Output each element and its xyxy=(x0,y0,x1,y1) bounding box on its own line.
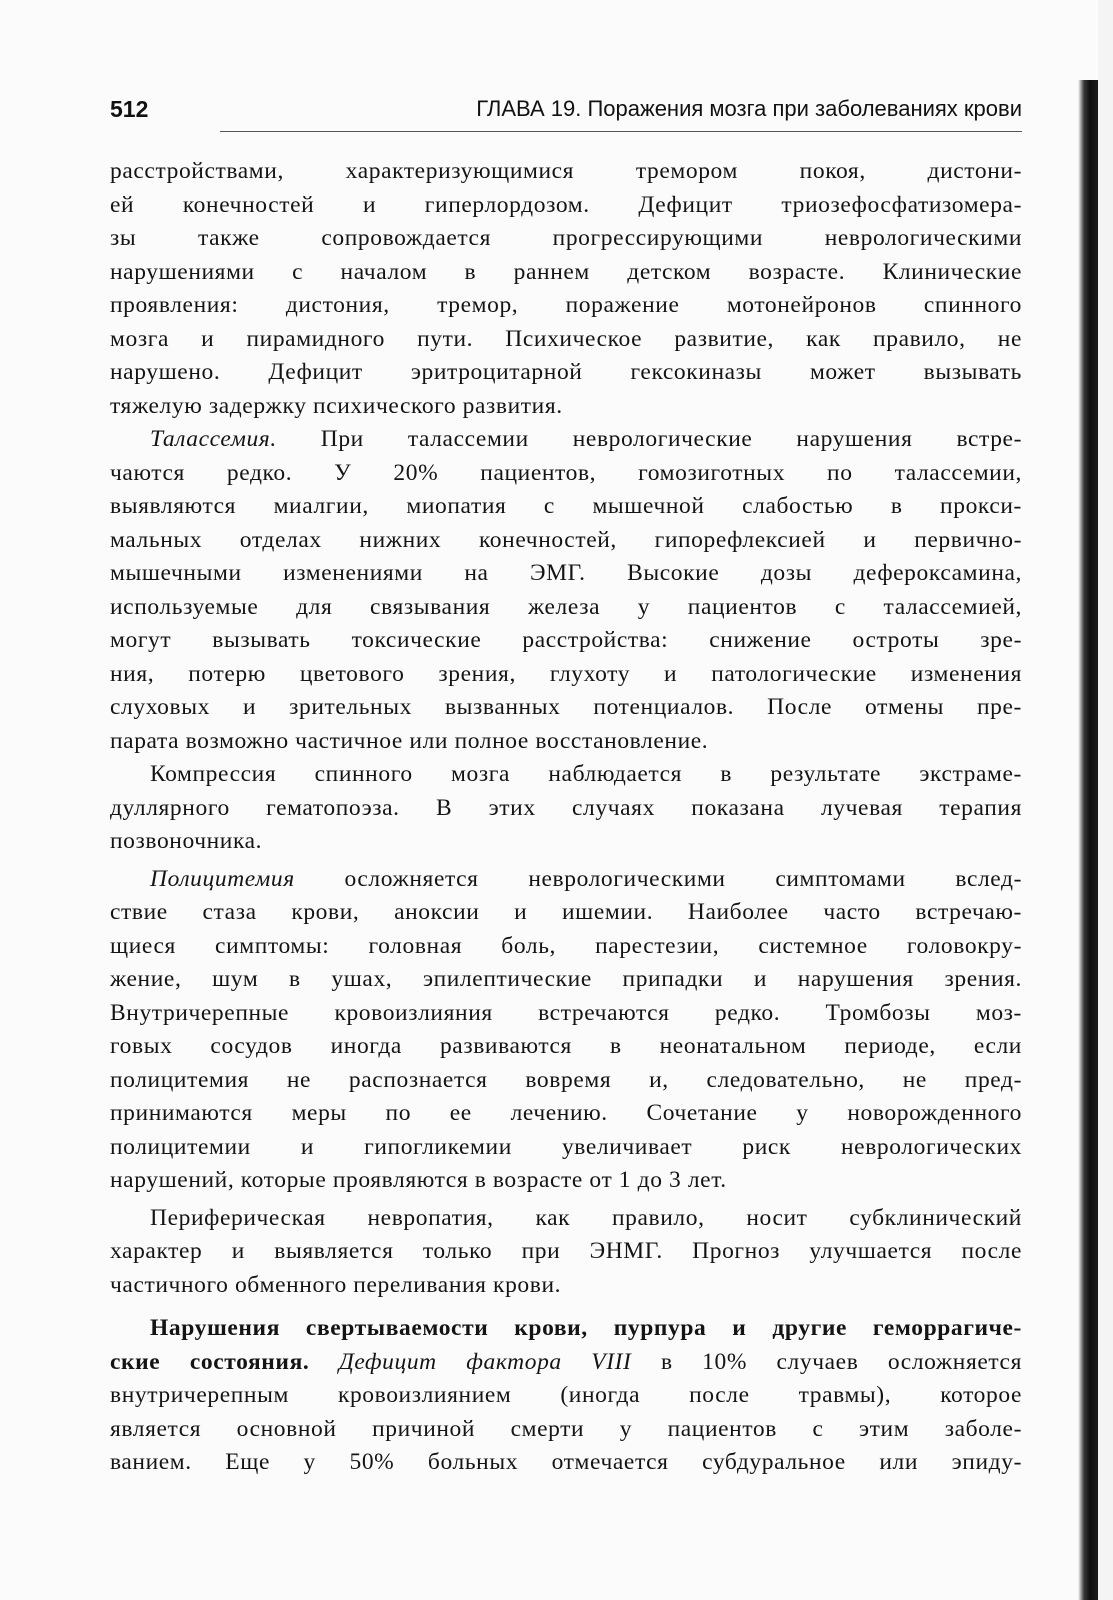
italic-term: Полицитемия xyxy=(150,865,295,892)
text-line: ванием. Еще у 50% больных отмечается субдуральное или эпиду- xyxy=(110,1449,1022,1475)
text-run: в 10% случаев осложняется xyxy=(631,1348,1022,1375)
text-line: щиеся симптомы: головная боль, парестезии, системное головокру- xyxy=(110,932,1022,959)
text-line xyxy=(110,1346,1022,1380)
text-line: частичного обменного переливания крови. xyxy=(110,1271,562,1298)
paragraph-start-line xyxy=(110,423,1022,457)
italic-term: Талассемия. xyxy=(150,426,277,452)
text-line: жение, шум в ушах, эпилептические припадки и нарушения зрения. xyxy=(110,966,1022,992)
page-edge xyxy=(1098,0,1113,1600)
text-line: могут вызывать токсические расстройства: снижение остроты зре- xyxy=(110,627,1022,653)
text-line: внутричерепным кровоизлиянием (иногда после травмы), которое xyxy=(110,1382,1022,1408)
text-line: выявляются миалгии, миопатия с мышечной слабостью в прокси- xyxy=(110,493,1022,519)
header-rule xyxy=(220,131,1022,132)
text-line: чаются редко. У 20% пациентов, гомозиготных по талассемии, xyxy=(110,459,1022,486)
paragraph-start-line: Периферическая невропатия, как правило, носит субклинический xyxy=(150,1204,1022,1231)
text-line: зы также сопровождается прогрессирующими неврологическими xyxy=(110,225,1022,251)
text-line: проявления: дистония, тремор, поражение мотонейронов спинного xyxy=(110,292,1022,318)
text-line: говых сосудов иногда развиваются в неонатальном периоде, если xyxy=(110,1033,1022,1059)
text-line: дуллярного гематопоэза. В этих случаях показана лучевая терапия xyxy=(110,794,1022,821)
text-line: тяжелую задержку психического развития. xyxy=(110,392,563,419)
page-number: 512 xyxy=(110,96,149,122)
text-line: слуховых и зрительных вызванных потенциалов. После отмены пре- xyxy=(110,694,1022,720)
text-line: используемые для связывания железа у пациентов с талассемией, xyxy=(110,593,1022,620)
text-line: Внутричерепные кровоизлияния встречаются редко. Тромбозы моз- xyxy=(110,999,1022,1026)
italic-term: Дефицит фактора VIII xyxy=(309,1348,632,1375)
bold-heading: Нарушения свертываемости крови, пурпура и другие геморрагиче- xyxy=(150,1315,1022,1341)
text-line: мозга и пирамидного пути. Психическое развитие, как правило, не xyxy=(110,325,1022,352)
text-line: нарушений, которые проявляются в возрасте от 1 до 3 лет. xyxy=(110,1167,727,1193)
text-line: нарушено. Дефицит эритроцитарной гексокиназы может вызывать xyxy=(110,359,1022,385)
text-line: является основной причиной смерти у пациентов с этим заболе- xyxy=(110,1415,1022,1442)
text-line: расстройствами, характеризующимися тремором покоя, дистони- xyxy=(110,158,1022,184)
text-line: ния, потерю цветового зрения, глухоту и патологические изменения xyxy=(110,660,1022,687)
text-line: парата возможно частичное или полное восстановление. xyxy=(110,727,709,754)
text-line: мальных отделах нижних конечностей, гипорефлексией и первично- xyxy=(110,526,1022,553)
running-header xyxy=(110,96,1022,130)
paragraph-start-line xyxy=(110,863,1022,897)
body-text xyxy=(110,155,1022,1480)
section-heading-line xyxy=(110,1312,1022,1346)
text-run: осложняется неврологическими симптомами вслед- xyxy=(294,865,1022,892)
text-line: ей конечностей и гиперлордозом. Дефицит триозефосфатизомера- xyxy=(110,191,1022,218)
text-line: нарушениями с началом в раннем детском возрасте. Клинические xyxy=(110,258,1022,285)
text-line: полицитемии и гипогликемии увеличивает риск неврологических xyxy=(110,1133,1022,1160)
text-line: характер и выявляется только при ЭНМГ. Прогноз улучшается после xyxy=(110,1238,1022,1264)
text-line: мышечными изменениями на ЭМГ. Высокие дозы дефероксамина, xyxy=(110,560,1022,586)
paragraph-start-line: Компрессия спинного мозга наблюдается в результате экстраме- xyxy=(150,761,1022,787)
bold-heading: ские состояния. xyxy=(110,1348,310,1375)
text-run: При талассемии неврологические нарушения встре- xyxy=(276,426,1022,452)
text-line: позвоночника. xyxy=(110,828,263,854)
book-spine-shadow xyxy=(1078,80,1098,1600)
text-line: принимаются меры по ее лечению. Сочетание у новорожденного xyxy=(110,1100,1022,1126)
chapter-title: ГЛАВА 19. Поражения мозга при заболеваниях крови xyxy=(476,96,1022,121)
text-line: полицитемия не распознается вовремя и, следовательно, не пред- xyxy=(110,1066,1022,1093)
text-line: ствие стаза крови, аноксии и ишемии. Наиболее часто встречаю- xyxy=(110,899,1022,925)
